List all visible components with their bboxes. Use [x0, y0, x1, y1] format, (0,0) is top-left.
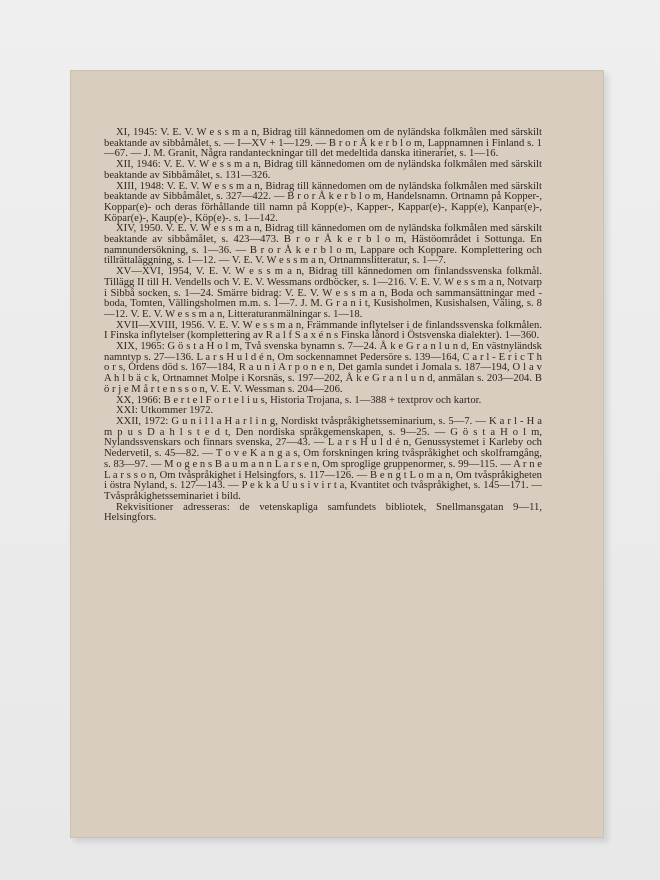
volume-entry-xv-xvi: XV—XVI, 1954, V. E. V. W e s s m a n, Bidrag till kännedomen om finlandssvenska folkmål. Tillägg II till H. Vendells och V. E. V. Wessmans ordböcker, s. 1—216. V. E. V. W e s s m a n, Notvarp i Sibbå socken, s. 1—24. Smärre bidrag: V. E. V. W e s s m a n, Boda och sammansättningar med -boda, Tomten, Vällingsholmen m.m. s. 1—7. J. M. G r a n i t, Kusisholmen, Kusishalsen, Väling, s. 8—12. V. E. V. W e s s m a n, Litteraturanmälningar s. 1—18. [104, 266, 542, 320]
volume-entry-xiii: XIII, 1948: V. E. V. W e s s m a n, Bidrag till kännedomen om de nyländska folkmålen med särskilt beaktande av Sibbåmålet, s. 327—422. — B r o r Å k e r b l o m, Handelsnamn. Ortnamn på Kopper-, Koppar(e)- och deras förhållande till namn på Kopp(e)-, Kapper-, Kappar(e)-, Kapp(e), Kanpar(e)-, Köpar(e)-, Kaup(e)-, Köp(e)-. s. 1—142. [104, 180, 542, 224]
volume-entry-xxi: XXI: Utkommer 1972. [116, 405, 214, 417]
requisition-note: Rekvisitioner adresseras: de vetenskapliga samfundets bibliotek, Snellmansgatan 9—11, Helsingfors. [104, 501, 542, 524]
volume-entry-xi: XI, 1945: V. E. V. W e s s m a n, Bidrag till kännedomen om de nyländska folkmålen med särskilt beaktande av sibbåmålet, s. — I—XV + 1—129. — B r o r Å k e r b l o m, Lappnamnen i Finland s. 1—67. — J. M. Granit, Några randanteckningar till det medeltida danska itinerariet, s. 1—16. [104, 127, 542, 160]
volume-entry-xvii-xviii: XVII—XVIII, 1956. V. E. V. W e s s m a n, Främmande inflytelser i de finlandssvenska folkmålen. I Finska inflytelser (komplettering av R a l f S a x é n s Finska lånord i Östsvenska dialekter). 1—360. [104, 319, 542, 342]
page-text [104, 128, 542, 524]
volume-entry-xx: XX, 1966: B e r t e l F o r t e l i u s, Historia Trojana, s. 1—388 + textprov och kartor. [116, 394, 482, 406]
volume-entry-xix: XIX, 1965: G ö s t a H o l m, Två svenska bynamn s. 7—24. Å k e G r a n l u n d, En västnyländsk namntyp s. 27—136. L a r s H u l d é n, Om sockennamnet Pedersöre s. 139—164, C a r l - E r i c T h o r s, Ordens död s. 167—184, R a u n i A r p o n e n, Det gamla sundet i Jomala s. 187—194, O l a v A h l b ä c k, Ortnamnet Molpe i Korsnäs, s. 197—202, Å k e G r a n l u n d, anmälan s. 203—204. B ö r j e M å r t e n s s o n, V. E. V. Wessman s. 204—206. [104, 341, 542, 395]
volume-entry-xiv: XIV, 1950. V. E. V. W e s s m a n, Bidrag till kännedomen om de nyländska folkmålen med särskilt beaktande av sibbåmålet, s. 423—473. B r o r Å k e r b l o m, Hästöområdet i Sottunga. En namnundersökning, s. 1—36. — B r o r Å k e r b l o m, Lappare och Koppare. Komplettering och tillrättaläggning, s. 1—12. — V. E. V. W e s s m a n, Ortnamnslitteratur, s. 1—7. [104, 223, 542, 267]
volume-entry-xii: XII, 1946: V. E. V. W e s s m a n, Bidrag till kännedomen om de nyländska folkmålen med särskilt beaktande av Sibbåmålet, s. 131—326. [104, 159, 542, 181]
volume-entry-xxii: XXII, 1972: G u n i l l a H a r l i n g, Nordiskt tvåspråkighetsseminarium, s. 5—7. — K a r l - H a m p u s D a h l s t e d t, Den nordiska språkgemenskapen, s. 9—25. — G ö s t a H o l m, Nylandssvenskars och finnars svenska, 27—43. — L a r s H u l d é n, Genussystemet i Karleby och Nedervetil, s. 45—82. — T o v e K a n g a s, Om forskningen kring tvåspråkighet och skolframgång, s. 83—97. — M o g e n s B a u m a n n L a r s e n, Om sproglige gruppenormer, s. 99—115. — A r n e L a r s s o n, Om tvåspråkighet i Helsingfors, s. 117—126. — B e n g t L o m a n, Om tvåspråkigheten i östra Nyland, s. 127—143. — P e k k a U u s i v i r t a, Kvantitet och tvåspråkighet, s. 145—171. — Tvåspråkighetsseminariet i bild. [104, 415, 542, 502]
